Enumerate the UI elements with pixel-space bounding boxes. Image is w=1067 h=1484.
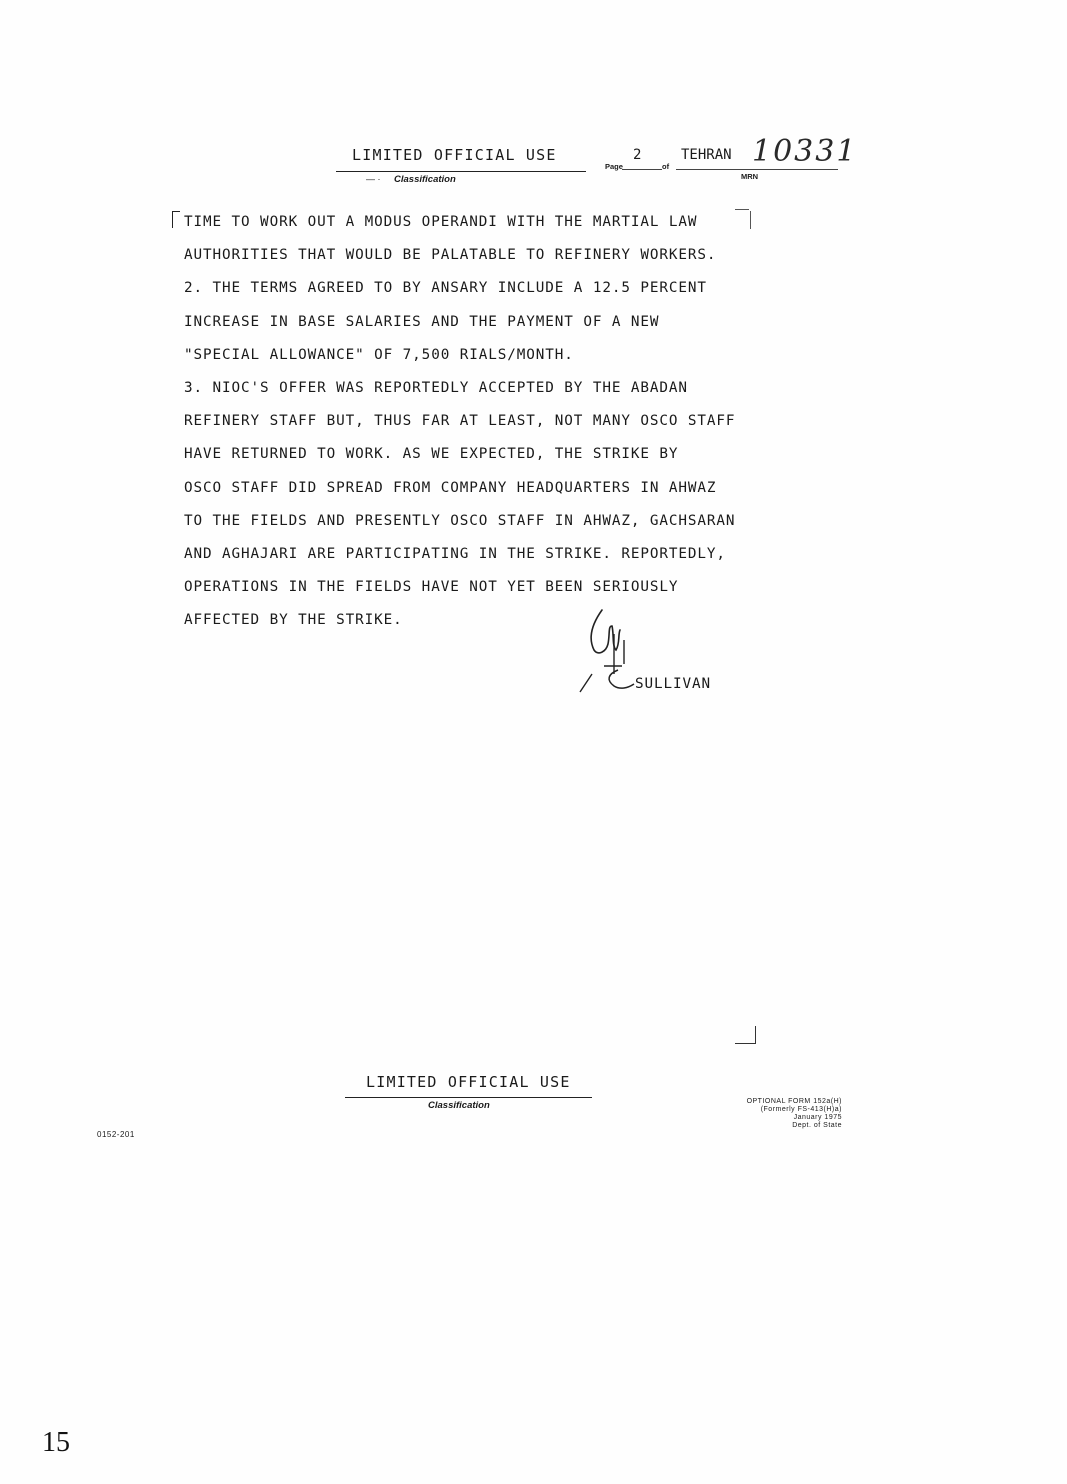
optional-form-notice: [700, 1098, 842, 1130]
footer-classification-caption: Classification: [428, 1100, 490, 1111]
footer-classification: LIMITED OFFICIAL USE: [366, 1073, 571, 1091]
header-classification: LIMITED OFFICIAL USE: [352, 146, 557, 164]
signer-name: SULLIVAN: [635, 676, 712, 692]
body-line: 3. NIOC'S OFFER WAS REPORTEDLY ACCEPTED BY THE ABADAN: [184, 379, 688, 396]
text-bracket-bottom-right: [735, 1026, 756, 1044]
form-line: Dept. of State: [792, 1122, 842, 1129]
footer-classification-rule: [345, 1097, 592, 1098]
form-line: January 1975: [793, 1114, 842, 1121]
form-line: OPTIONAL FORM 152a(H): [746, 1098, 842, 1105]
mrn-label: MRN: [741, 172, 759, 181]
post-city: TEHRAN: [681, 147, 732, 163]
mrn-rule: [676, 169, 838, 170]
mrn-number: 10331: [752, 134, 858, 169]
body-line: AUTHORITIES THAT WOULD BE PALATABLE TO REFINERY WORKERS.: [184, 247, 717, 264]
text-bracket-top-left: [172, 211, 180, 228]
text-bracket-top-right: [735, 207, 751, 227]
body-line: "SPECIAL ALLOWANCE" OF 7,500 RIALS/MONTH.: [184, 346, 574, 363]
cable-body-text: [184, 211, 735, 642]
body-line: 2. THE TERMS AGREED TO BY ANSARY INCLUDE A 12.5 PERCENT: [184, 280, 707, 297]
of-label: of: [662, 162, 670, 171]
page-rule: [622, 169, 662, 170]
form-code: 0152-201: [97, 1130, 135, 1139]
body-line: HAVE RETURNED TO WORK. AS WE EXPECTED, THE STRIKE BY: [184, 446, 679, 463]
body-line: OSCO STAFF DID SPREAD FROM COMPANY HEADQUARTERS IN AHWAZ: [184, 479, 717, 496]
body-line: OPERATIONS IN THE FIELDS HAVE NOT YET BEEN SERIOUSLY: [184, 579, 679, 596]
page-label: Page: [605, 162, 623, 171]
handwritten-signature: [578, 604, 638, 696]
body-line: TIME TO WORK OUT A MODUS OPERANDI WITH THE MARTIAL LAW: [184, 214, 698, 230]
body-line: AND AGHAJARI ARE PARTICIPATING IN THE STRIKE. REPORTEDLY,: [184, 545, 726, 562]
body-line: INCREASE IN BASE SALARIES AND THE PAYMENT OF A NEW: [184, 313, 660, 330]
page-number: 2: [633, 147, 642, 163]
page-footer-number: 15: [42, 1427, 70, 1458]
header-classification-rule: [336, 171, 586, 172]
form-line: (Formerly FS-413(H)a): [760, 1106, 842, 1113]
body-line: REFINERY STAFF BUT, THUS FAR AT LEAST, NOT MANY OSCO STAFF: [184, 413, 736, 430]
header-dash-mark: — ·: [366, 174, 381, 184]
body-line: TO THE FIELDS AND PRESENTLY OSCO STAFF IN AHWAZ, GACHSARAN: [184, 512, 736, 529]
header-classification-caption: Classification: [394, 174, 456, 185]
body-line: AFFECTED BY THE STRIKE.: [184, 612, 403, 629]
